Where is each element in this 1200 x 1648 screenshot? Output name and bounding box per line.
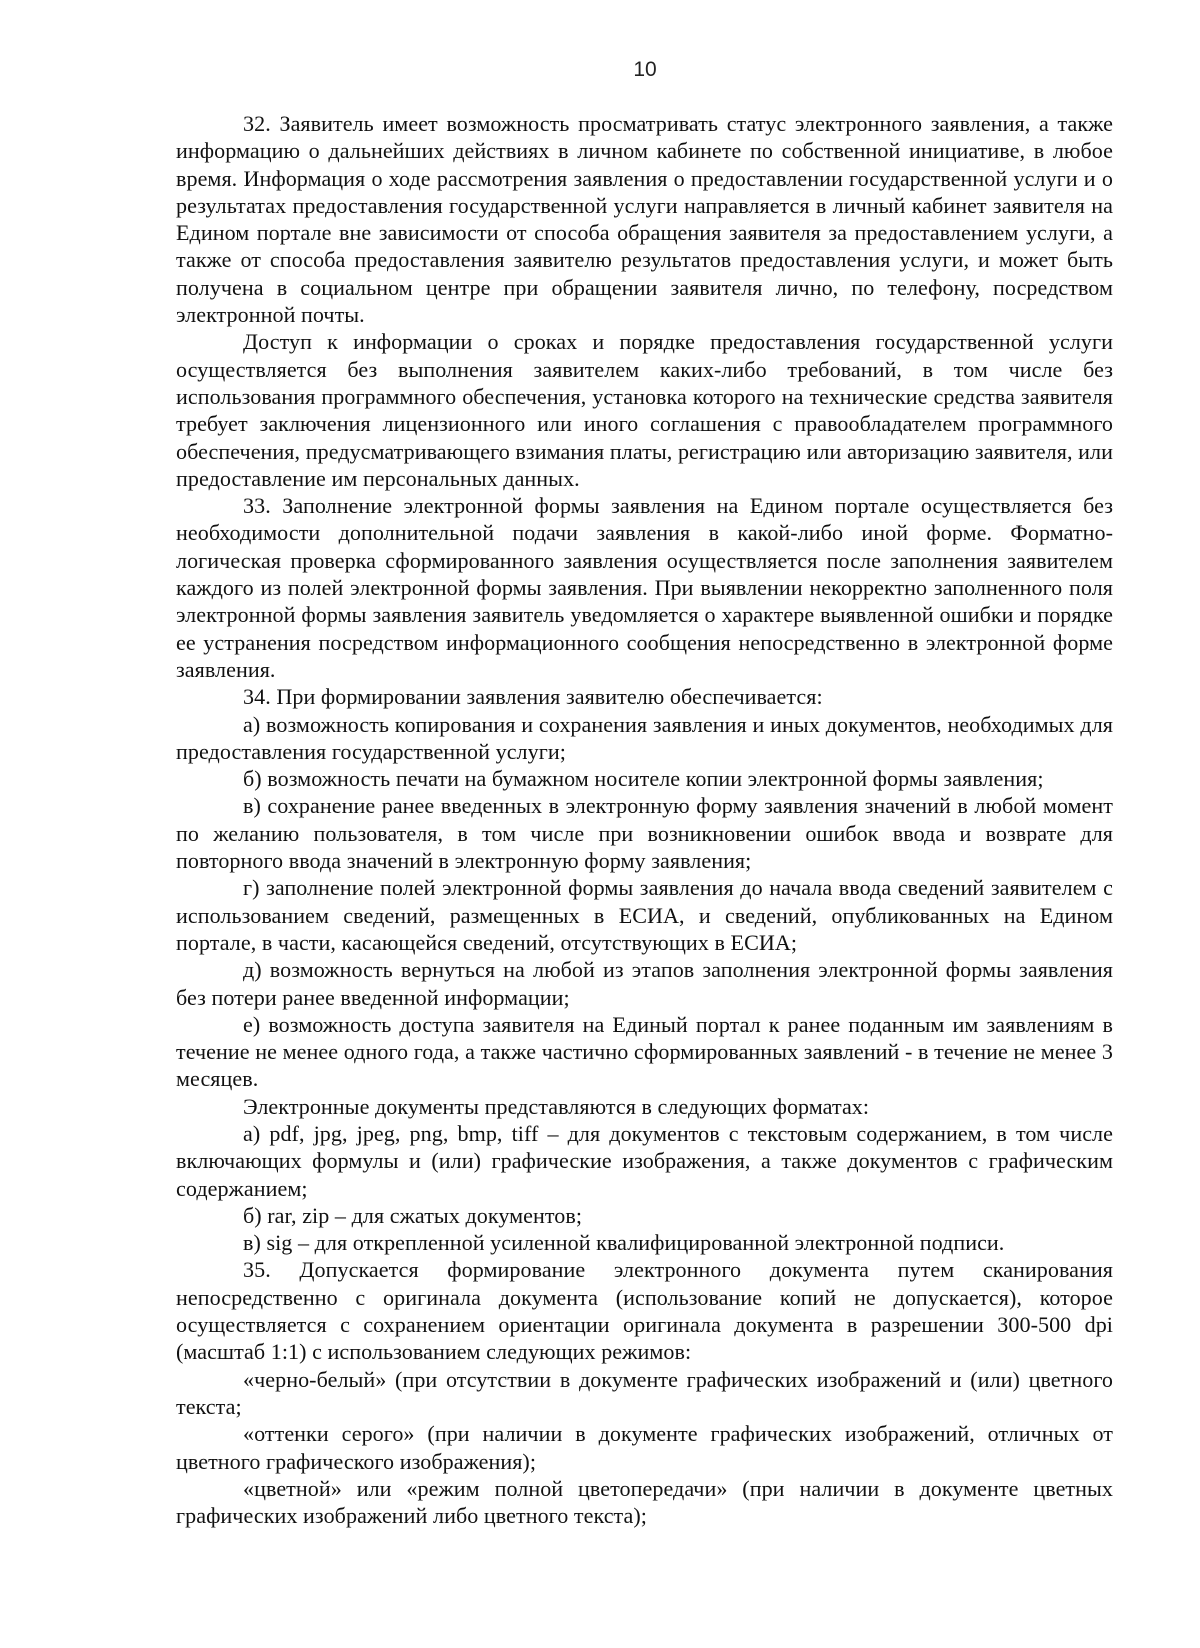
list-item-a-copying: а) возможность копирования и сохранения заявления и иных документов, необходимых для предоставления государственной услуги; xyxy=(176,711,1113,764)
paragraph-32-status: 32. Заявитель имеет возможность просматривать статус электронного заявления, а также информацию о дальнейших действиях в личном кабинете по собственной инициативе, в любое время. Информация о ходе рассмотрения заявления о предоставлении государственной услуги и о результатах предоставления государственной услуги направляется в личный кабинет заявителя на Едином портале вне зависимости от способа обращения заявителя за предоставлением услуги, а также от способа предоставления заявителю результатов предоставления услуги, и может быть получена в социальном центре при обращении заявителя лично, по телефону, посредством электронной почты. xyxy=(176,111,1113,328)
paragraph-access-info: Доступ к информации о сроках и порядке предоставления государственной услуги осуществляется без выполнения заявителем каких-либо требований, в том числе без использования программного обеспечения, установка которого на технические средства заявителя требует заключения лицензионного или иного соглашения с правообладателем программного обеспечения, предусматривающего взимания платы, регистрацию или авторизацию заявителя, или предоставление им персональных данных. xyxy=(176,329,1113,491)
paragraph-formats-intro: Электронные документы представляются в следующих форматах: xyxy=(243,1093,870,1119)
list-item-v-saving: в) сохранение ранее введенных в электронную форму заявления значений в любой момент по желанию пользователя, в том числе при возникновении ошибок ввода и возврате для повторного ввода значений в электронную форму заявления; xyxy=(176,793,1113,874)
scan-mode-grayscale: «оттенки серого» (при наличии в документе графических изображений, отличных от цветного графического изображения); xyxy=(176,1421,1113,1474)
paragraph-33-form-filling: 33. Заполнение электронной формы заявления на Едином портале осуществляется без необходимости дополнительной подачи заявления в какой-либо иной форме. Форматно-логическая проверка сформированного заявления осуществляется после заполнения заявителем каждого из полей электронной формы заявления. При выявлении некорректно заполненного поля электронной формы заявления заявитель уведомляется о характере выявленной ошибки и порядке ее устранения посредством информационного сообщения непосредственно в электронной форме заявления. xyxy=(176,493,1113,682)
list-item-b-printing: б) возможность печати на бумажном носителе копии электронной формы заявления; xyxy=(243,766,1044,792)
format-item-a-documents: а) pdf, jpg, jpeg, png, bmp, tiff – для документов с текстовым содержанием, в том числе включающих формулы и (или) графические изображения, а также документов с графическим содержанием; xyxy=(176,1120,1113,1201)
paragraph-34-intro: 34. При формировании заявления заявителю обеспечивается: xyxy=(243,684,823,710)
scan-mode-black-white: «черно-белый» (при отсутствии в документе графических изображений и (или) цветного текста; xyxy=(176,1366,1113,1419)
list-item-d-return: д) возможность вернуться на любой из этапов заполнения электронной формы заявления без потери ранее введенной информации; xyxy=(176,957,1113,1010)
format-item-b-archives: б) rar, zip – для сжатых документов; xyxy=(243,1202,583,1228)
scan-mode-color: «цветной» или «режим полной цветопередачи» (при наличии в документе цветных графических изображений либо цветного текста); xyxy=(176,1475,1113,1529)
list-item-g-prefill: г) заполнение полей электронной формы заявления до начала ввода сведений заявителем с использованием сведений, размещенных в ЕСИА, и сведений, опубликованных на Едином портале, в части, касающейся сведений, отсутствующих в ЕСИА; xyxy=(176,875,1113,955)
list-item-e-access: е) возможность доступа заявителя на Единый портал к ранее поданным им заявлениям в течение не менее одного года, а также частично сформированных заявлений - в течение не менее 3 месяцев. xyxy=(176,1011,1113,1092)
format-item-v-signature: в) sig – для открепленной усиленной квалифицированной электронной подписи. xyxy=(243,1230,1005,1256)
document-body xyxy=(176,110,1113,1529)
paragraph-35-scanning: 35. Допускается формирование электронного документа путем сканирования непосредственно с оригинала документа (использование копий не допускается), которое осуществляется с сохранением ориентации оригинала документа в разрешении 300-500 dpi (масштаб 1:1) с использованием следующих режимов: xyxy=(176,1257,1113,1365)
page-number: 10 xyxy=(633,58,657,81)
